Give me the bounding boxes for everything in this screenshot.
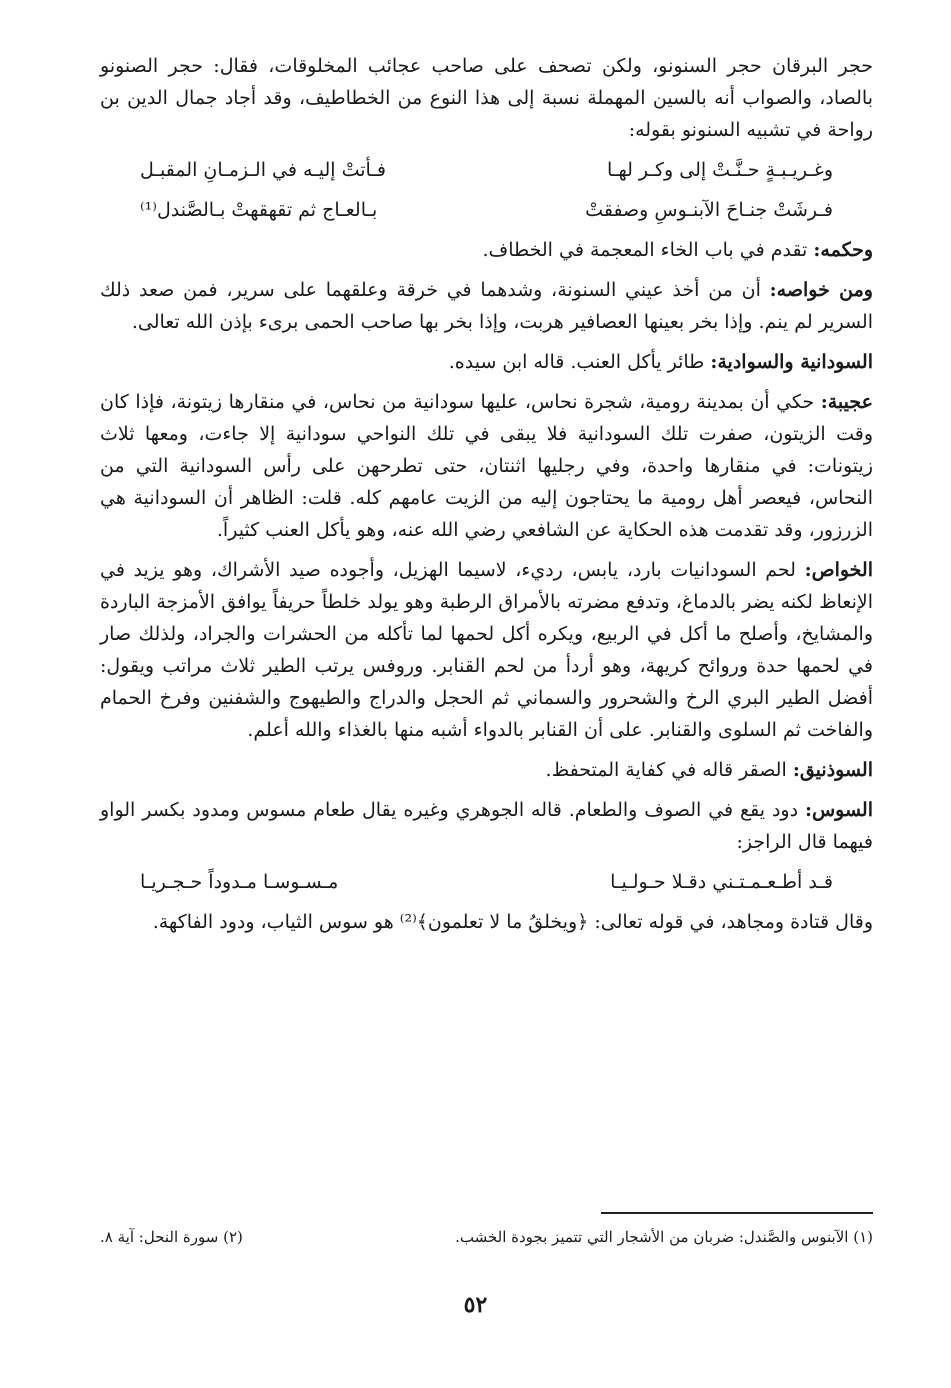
entry-term: السوذنيق: xyxy=(792,759,873,781)
paragraph-text: تقدم في باب الخاء المعجمة في الخطاف. xyxy=(482,239,808,261)
paragraph-wonder xyxy=(100,386,873,546)
entry-term: الخواص: xyxy=(804,559,873,581)
entry-term: السوس: xyxy=(804,799,873,821)
paragraph-special-properties xyxy=(100,554,873,746)
paragraph-text: أن من أخذ عيني السنونة، وشدهما في خرقة وعلقهما على سرير، فمن صعد ذلك السرير لم ينم. وإذا بخر بعينها العصافير هربت، وإذا بخر بها صاحب الحمى برىء بإذن الله تعالى. xyxy=(100,279,873,333)
entry-term: ومن خواصه: xyxy=(769,279,873,301)
paragraph-text: دود يقع في الصوف والطعام. قاله الجوهري وغيره يقال طعام مسوس ومدود بكسر الواو فيهما قال الراجز: xyxy=(100,799,873,853)
entry-term: السودانية والسوادية: xyxy=(710,351,873,373)
entry-term: وحكمه: xyxy=(813,239,873,261)
poem-verse-2 xyxy=(140,194,833,226)
paragraph-ruling xyxy=(100,234,873,266)
paragraph-text: لحم السودانيات بارد، يابس، رديء، لاسيما الهزيل، وأجوده صيد الأشراك، وهو يزيد في الإنعاظ لكنه يضر بالدماغ، وتدفع مضرته بالأمراق الرطبة وهو يولد خلطاً حريفاً يوافق الأمزجة الباردة والمشايخ، وأصلح ما أكل في الربيع، ويكره أكل لحمها لما تأكله من الحشرات والجراد، ولذلك صار في لحمها حدة وروائح كريهة، وهو أردأ من لحم القنابر. وروفس يرتب الطير ثلاث مراتب ويقول: أفضل الطير البري الرخ والشحرور والسماني ثم الحجل والدراج والطيهوج والشفنين وفرخ الحمام والفاخت ثم السلوى والقنابر. على أن القنابر بالدواء أشبه منها بالغذاء والله أعلم. xyxy=(100,559,873,741)
verse-hemistich-right: قـد أطـعـمـتـني دقـلا حـولـيـا xyxy=(610,871,833,893)
footnotes xyxy=(100,1226,873,1248)
verse-hemistich-right: وغـريـبـةٍ حـنَّـتْ إلى وكـر لهـا xyxy=(606,159,833,181)
paragraph-qatada xyxy=(100,906,873,938)
paragraph-sudhaniq xyxy=(100,754,873,786)
paragraph-moth xyxy=(100,794,873,858)
verse-hemistich-right: فـرشَتْ جنـاحَ الآبنـوسِ وصفقتْ xyxy=(585,199,833,221)
paragraph-text: وقال قتادة ومجاهد، في قوله تعالى: ﴿ويخلقُ ما لا تعلمون﴾⁽²⁾ هو سوس الثياب، ودود الفاكهة. xyxy=(152,911,873,933)
paragraph-sudaniya xyxy=(100,346,873,378)
footnote-2: (٢) سورة النحل: آية ٨. xyxy=(100,1228,243,1246)
paragraph-swallow-stone xyxy=(100,50,873,146)
main-text xyxy=(100,50,873,946)
paragraph-text: حكي أن بمدينة رومية، شجرة نحاس، عليها سودانية من نحاس، في منقارها زيتونة، فإذا كان وقت الزيتون، صفرت تلك السودانية فلا يبقى في تلك النواحي سودانية إلا جاءت، ومعها ثلاث زيتونات: في منقارها واحدة، وفي رجليها اثنتان، حتى تطرحهن على رأس السودانية التي من النحاس، فيعصر أهل رومية ما يحتاجون إليه من الزيت عامهم كله. قلت: الظاهر أن السودانية هي الزرزور، وقد تقدمت هذه الحكاية عن الشافعي رضي الله عنه، وهو يأكل العنب كثيراً. xyxy=(100,391,873,541)
verse-hemistich-left: بـالعـاج ثم تقهقهتْ بـالصَّندل⁽¹⁾ xyxy=(140,199,378,221)
verse-hemistich-left: مـسـوسـا مـدوداً حـجـريـا xyxy=(140,871,339,893)
paragraph-text: طائر يأكل العنب. قاله ابن سيده. xyxy=(448,351,705,373)
footnote-1: (١) الآبنوس والصَّندل: ضربان من الأشجار التي تتميز بجودة الخشب. xyxy=(455,1228,873,1246)
footnote-separator xyxy=(601,1212,873,1214)
paragraph-properties xyxy=(100,274,873,338)
verse-hemistich-left: فـأتتْ إليـه في الـزمـانِ المقبـل xyxy=(140,159,386,181)
page-number: ٥٢ xyxy=(463,1292,488,1318)
paragraph-text: الصقر قاله في كفاية المتحفظ. xyxy=(545,759,787,781)
poem-verse-1 xyxy=(140,154,833,186)
entry-term: عجيبة: xyxy=(820,391,873,413)
paragraph-text: حجر البرقان حجر السنونو، ولكن تصحف على صاحب عجائب المخلوقات، فقال: حجر الصنونو بالصاد، والصواب أنه بالسين المهملة نسبة إلى هذا النوع من الخطاطيف، وقد أجاد جمال الدين بن رواحة في تشبيه السنونو بقوله: xyxy=(100,55,873,141)
poem-verse-3 xyxy=(140,866,833,898)
